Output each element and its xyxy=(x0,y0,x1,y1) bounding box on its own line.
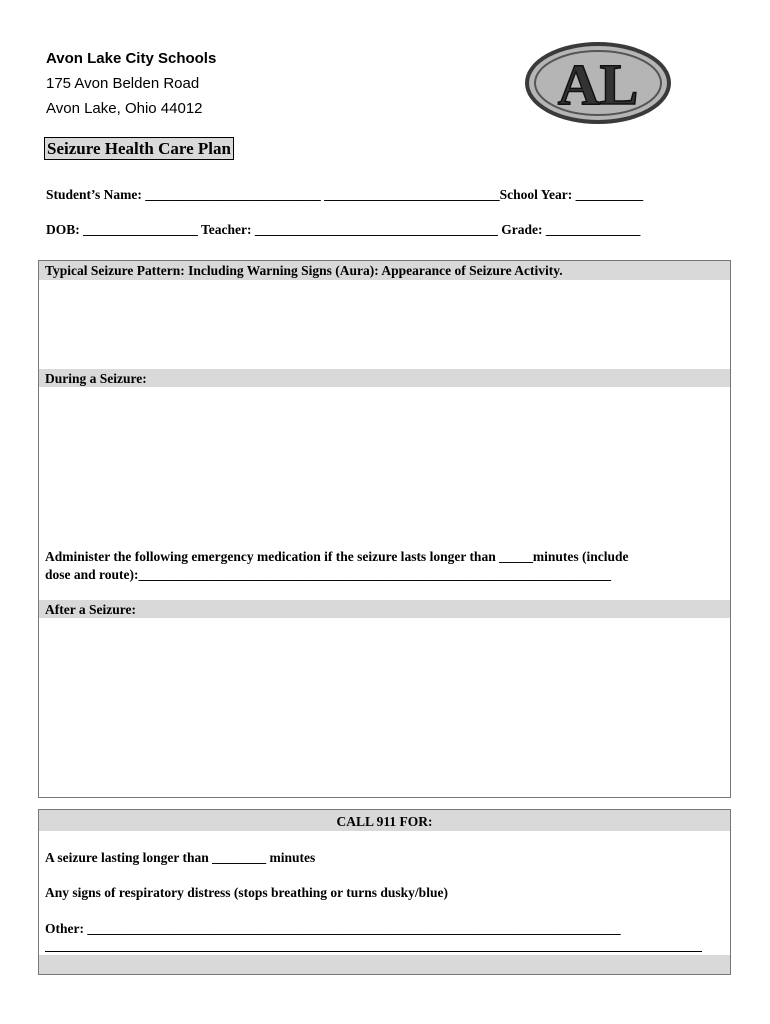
call-911-item-2: Any signs of respiratory distress (stops breathing or turns dusky/blue) xyxy=(45,885,448,900)
school-name: Avon Lake City Schools xyxy=(46,50,217,67)
seizure-details-box xyxy=(38,260,731,798)
form-title: Seizure Health Care Plan xyxy=(44,137,234,160)
call-911-item-1[interactable]: A seizure lasting longer than ________ minutes xyxy=(45,850,316,865)
school-logo xyxy=(525,42,671,124)
medication-instruction-line-2[interactable]: dose and route):______________________________________________________________________ xyxy=(45,567,612,582)
after-seizure-label: After a Seizure: xyxy=(45,602,136,617)
student-name-school-year-line[interactable]: Student’s Name: __________________________ __________________________School Year: __________ xyxy=(46,187,644,202)
call-911-other-line[interactable]: Other: _______________________________________________________________________________ xyxy=(45,921,621,936)
logo-lettering: AL xyxy=(557,52,639,117)
address-line-1: 175 Avon Belden Road xyxy=(46,75,200,92)
address-line-2: Avon Lake, Ohio 44012 xyxy=(46,100,203,117)
other-extra-line[interactable] xyxy=(45,951,702,952)
call-911-footer-shade xyxy=(39,955,730,974)
call-911-box xyxy=(38,809,731,975)
school-header xyxy=(46,46,216,121)
after-seizure-header xyxy=(39,600,730,618)
medication-instruction-line-1[interactable]: Administer the following emergency medication if the seizure lasts longer than _____minutes (include xyxy=(45,549,629,564)
typical-pattern-label: Typical Seizure Pattern: Including Warning Signs (Aura): Appearance of Seizure Activity. xyxy=(45,263,563,278)
during-seizure-label: During a Seizure: xyxy=(45,371,147,386)
dob-teacher-grade-line[interactable]: DOB: _________________ Teacher: ____________________________________ Grade: ______________ xyxy=(46,222,641,237)
call-911-heading: CALL 911 FOR: xyxy=(336,814,433,829)
